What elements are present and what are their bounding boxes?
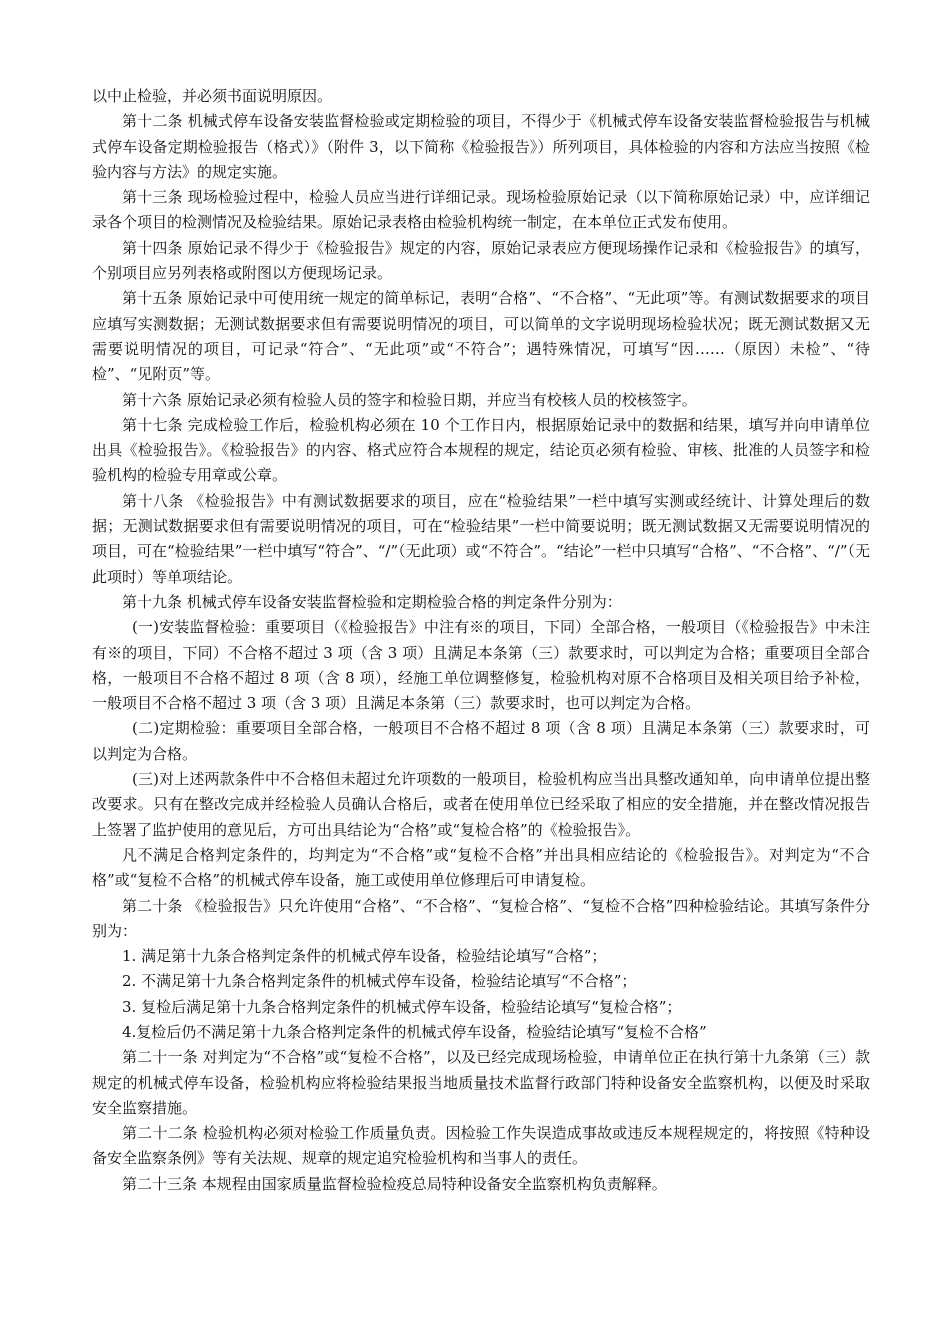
article-12: 第十二条 机械式停车设备安装监督检验或定期检验的项目，不得少于《机械式停车设备安装监督检验报告与机械式停车设备定期检验报告（格式）》（附件 3，以下简称《检验报告》）所列项目，具体检验的内容和方法应当按照《检验内容与方法》的规定实施。 <box>92 112 870 181</box>
article-21: 第二十一条 对判定为“不合格”或“复检不合格”，以及已经完成现场检验，申请单位正在执行第十九条第（三）款规定的机械式停车设备，检验机构应将检验结果报当地质量技术监督行政部门特种设备安全监察机构，以便及时采取安全监察措施。 <box>92 1048 870 1117</box>
document-page <box>92 84 870 1197</box>
article-15: 第十五条 原始记录中可使用统一规定的简单标记，表明“合格”、“不合格”、“无此项”等。有测试数据要求的项目应填写实测数据；无测试数据要求但有需要说明情况的项目，可以简单的文字说明现场检验状况；既无测试数据又无需要说明情况的项目，可记录“符合”、“无此项”或“不符合”；遇特殊情况，可填写“因……（原因）未检”、“待检”、“见附页”等。 <box>92 289 870 384</box>
article-19-clause-3: (三)对上述两款条件中不合格但未超过允许项数的一般项目，检验机构应当出具整改通知单，向申请单位提出整改要求。只有在整改完成并经检验人员确认合格后，或者在使用单位已经采取了相应的安全措施，并在整改情况报告上签署了监护使用的意见后，方可出具结论为“合格”或“复检合格”的《检验报告》。 <box>92 770 870 839</box>
article-20: 第二十条 《检验报告》只允许使用“合格”、“不合格”、“复检合格”、“复检不合格”四种检验结论。其填写条件分别为： <box>92 896 870 940</box>
article-19-note: 凡不满足合格判定条件的，均判定为“不合格”或“复检不合格”并出具相应结论的《检验报告》。对判定为“不合格”或“复检不合格”的机械式停车设备，施工或使用单位修理后可申请复检。 <box>92 845 870 890</box>
article-16: 第十六条 原始记录必须有检验人员的签字和检验日期，并应当有校核人员的校核签字。 <box>122 390 697 409</box>
article-18: 第十八条 《检验报告》中有测试数据要求的项目，应在“检验结果”一栏中填写实测或经统计、计算处理后的数据；无测试数据要求但有需要说明情况的项目，可在“检验结果”一栏中简要说明；既无测试数据又无需要说明情况的项目，可在“检验结果”一栏中填写“符合”、“/”（无此项）或“不符合”。“结论”一栏中只填写“合格”、“不合格”、“/”（无此项时）等单项结论。 <box>92 491 870 586</box>
paragraph-continuation: 以中止检验，并必须书面说明原因。 <box>92 87 333 105</box>
article-19-clause-1: (一)安装监督检验：重要项目（《检验报告》中注有※的项目，下同）全部合格，一般项目（《检验报告》中未注有※的项目，下同）不合格不超过 3 项（含 3 项）且满足本条第（三）款要求时，可以判定为合格；重要项目全部合格，一般项目不合格不超过 8 项（含 8 项），经施工单位调整修复，检验机构对原不合格项目及相关项目给予补检，一般项目不合格不超过 3 项（含 3 项）且满足本条第（三）款要求时，也可以判定为合格。 <box>92 618 870 713</box>
article-19: 第十九条 机械式停车设备安装监督检验和定期检验合格的判定条件分别为： <box>122 592 622 611</box>
article-13: 第十三条 现场检验过程中，检验人员应当进行详细记录。现场检验原始记录（以下简称原始记录）中，应详细记录各个项目的检测情况及检验结果。原始记录表格由检验机构统一制定，在本单位正式发布使用。 <box>92 188 870 232</box>
article-19-clause-2: (二)定期检验：重要项目全部合格，一般项目不合格不超过 8 项（含 8 项）且满足本条第（三）款要求时，可以判定为合格。 <box>92 719 870 763</box>
article-20-item-3: 3. 复检后满足第十九条合格判定条件的机械式停车设备，检验结论填写“复检合格”； <box>122 997 682 1016</box>
article-17: 第十七条 完成检验工作后，检验机构必须在 10 个工作日内，根据原始记录中的数据和结果，填写并向申请单位出具《检验报告》。《检验报告》的内容、格式应符合本规程的规定，结论页必须有检验、审核、批准的人员签字和检验机构的检验专用章或公章。 <box>92 415 870 485</box>
article-20-item-2: 2. 不满足第十九条合格判定条件的机械式停车设备，检验结论填写“不合格”； <box>122 972 637 991</box>
article-20-item-4: 4.复检后仍不满足第十九条合格判定条件的机械式停车设备，检验结论填写“复检不合格” <box>122 1022 707 1041</box>
article-23: 第二十三条 本规程由国家质量监督检验检疫总局特种设备安全监察机构负责解释。 <box>122 1174 667 1193</box>
article-22: 第二十二条 检验机构必须对检验工作质量负责。因检验工作失误造成事故或违反本规程规定的，将按照《特种设备安全监察条例》等有关法规、规章的规定追究检验机构和当事人的责任。 <box>92 1124 870 1168</box>
article-14: 第十四条 原始记录不得少于《检验报告》规定的内容，原始记录表应方便现场操作记录和《检验报告》的填写，个别项目应另列表格或附图以方便现场记录。 <box>92 238 870 283</box>
article-20-item-1: 1. 满足第十九条合格判定条件的机械式停车设备，检验结论填写“合格”； <box>122 947 607 966</box>
